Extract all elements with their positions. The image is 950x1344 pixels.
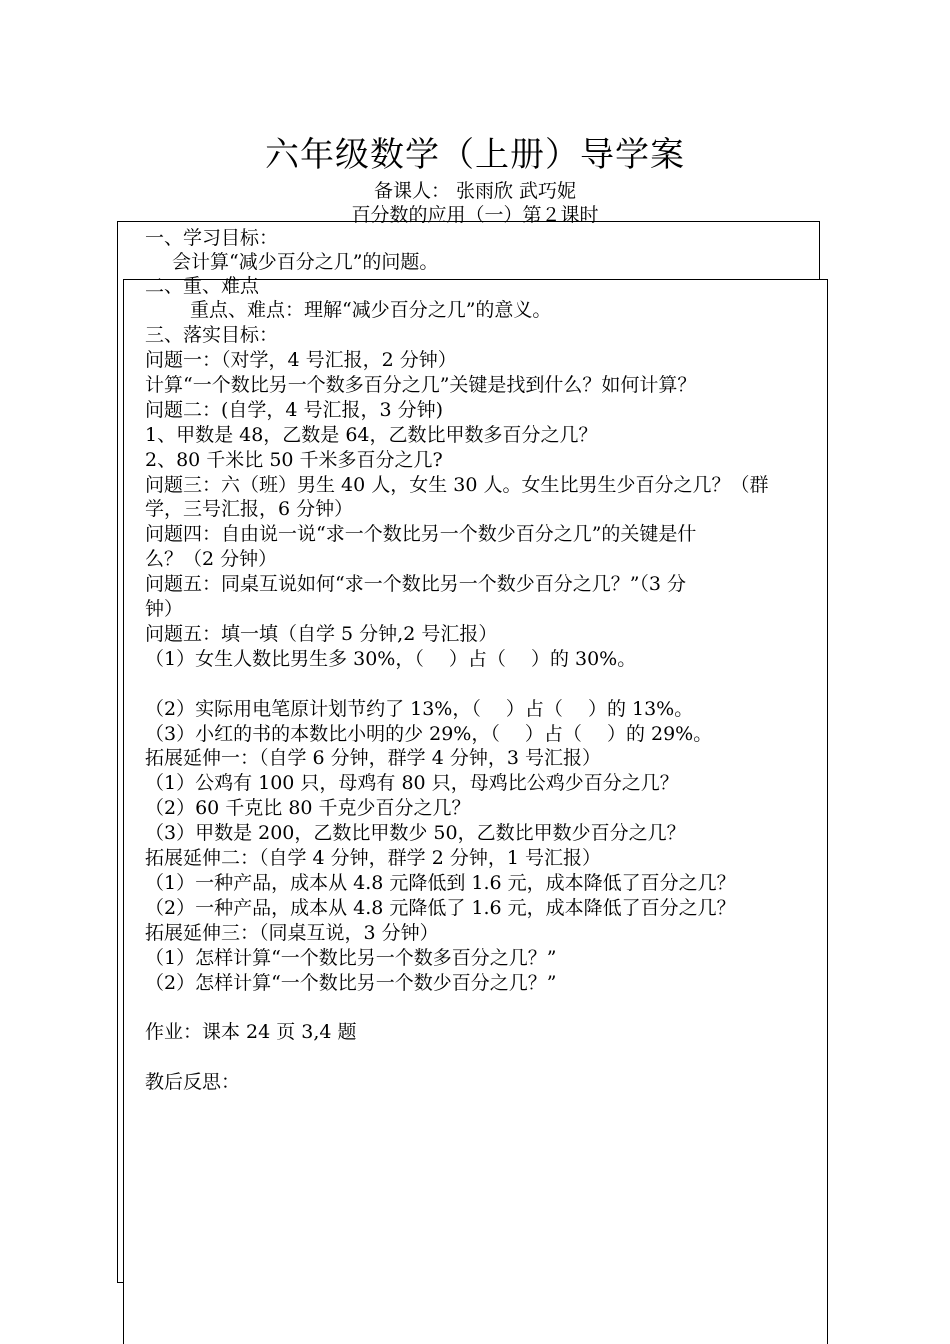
question-5-text-1: 问题五：同桌互说如何“求一个数比另一个数少百分之几？”（3 分 [145,573,687,595]
lesson-line: 百分数的应用（一）第２课时 [351,204,599,226]
extension-1-heading: 拓展延伸一：（自学 6 分钟，群学 4 分钟，3 号汇报） [145,747,601,769]
fill-in-item-2: （2）实际用电笔原计划节约了 13%，（ ）占（ ）的 13%。 [145,698,694,720]
question-4-text-2: 么？（2 分钟） [145,548,278,570]
fill-in-heading: 问题五：填一填（自学 5 分钟,2 号汇报） [145,623,498,645]
extension-1-item-3: （3）甲数是 200，乙数比甲数少 50，乙数比甲数少百分之几？ [145,822,686,844]
section-objectives-heading: 一、学习目标： [145,227,279,249]
objectives-text: 会计算“减少百分之几”的问题。 [172,251,439,273]
extension-3-heading: 拓展延伸三：（同桌互说，3 分钟） [145,922,439,944]
extension-3-item-2: （2）怎样计算“一个数比另一个数少百分之几？” [145,972,557,994]
page-title: 六年级数学（上册）导学案 [265,135,685,175]
fill-in-item-1: （1）女生人数比男生多 30%，（ ）占（ ）的 30%。 [145,648,637,670]
extension-2-item-2: （2）一种产品，成本从 4.8 元降低了 1.6 元，成本降低了百分之几？ [145,897,736,919]
section-keypoints-heading: 二、重、难点 [145,275,260,297]
question-4-text-1: 问题四：自由说一说“求一个数比另一个数少百分之几”的关键是什 [145,523,697,545]
question-2-item-2: 2、80 千米比 50 千米多百分之几? [145,449,443,471]
question-1-text: 计算“一个数比另一个数多百分之几”关键是找到什么？如何计算？ [145,374,697,396]
question-1-heading: 问题一：（对学，4 号汇报，2 分钟） [145,349,457,371]
section-practice-heading: 三、落实目标： [145,324,279,346]
question-2-item-1: 1、甲数是 48，乙数是 64，乙数比甲数多百分之几？ [145,424,598,446]
homework-text: 作业：课本 24 页 3,4 题 [145,1021,357,1043]
question-3-text-1: 问题三：六（班）男生 40 人，女生 30 人。女生比男生少百分之几？（群 [145,474,769,496]
extension-1-item-2: （2）60 千克比 80 千克少百分之几？ [145,797,471,819]
question-3-text-2: 学，三号汇报，6 分钟） [145,498,354,520]
extension-2-item-1: （1）一种产品，成本从 4.8 元降低到 1.6 元，成本降低了百分之几？ [145,872,736,894]
author-line: 备课人： 张雨欣 武巧妮 [373,180,577,202]
fill-in-item-3: （3）小红的书的本数比小明的少 29%，（ ）占（ ）的 29%。 [145,723,713,745]
question-2-heading: 问题二：(自学，4 号汇报，3 分钟) [145,399,444,421]
reflection-heading: 教后反思： [145,1071,241,1093]
question-5-text-2: 钟） [145,598,184,620]
extension-2-heading: 拓展延伸二：（自学 4 分钟，群学 2 分钟，1 号汇报） [145,847,601,869]
keypoints-text: 重点、难点：理解“减少百分之几”的意义。 [190,299,552,321]
extension-1-item-1: （1）公鸡有 100 只，母鸡有 80 只，母鸡比公鸡少百分之几？ [145,772,679,794]
extension-3-item-1: （1）怎样计算“一个数比另一个数多百分之几？” [145,947,557,969]
